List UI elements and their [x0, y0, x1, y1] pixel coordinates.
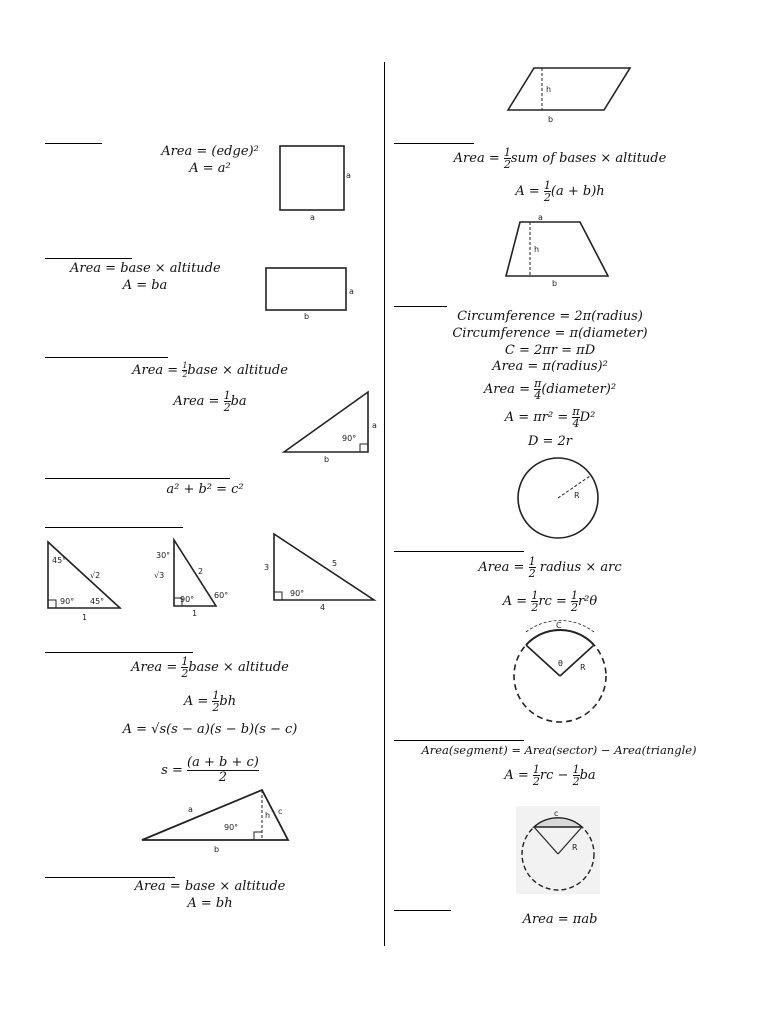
square-formula-2: A = a² [189, 161, 231, 176]
trap-f1-post: sum of bases × altitude [510, 151, 667, 166]
trap-f1-num: 1 [503, 146, 511, 159]
segment-label-c: c [554, 809, 559, 818]
trapezoid-figure [500, 208, 620, 288]
rectangle-figure [264, 266, 364, 321]
heading-rule-segment [394, 740, 524, 741]
sec-f2-frac2 [571, 590, 578, 613]
sec-f2-mid: rc = [538, 594, 571, 609]
sec-f1-num: 1 [528, 555, 536, 568]
tri-f1-den: 2 [181, 667, 189, 680]
seg-f2-den2: 2 [572, 775, 580, 788]
tri-f4-pre: s = [161, 763, 188, 778]
square-figure [276, 142, 356, 222]
t1-angle-right: 90° [60, 597, 75, 606]
ellipse-formula: Area = πab [522, 912, 598, 927]
heading-rule-special-triangles [45, 527, 183, 528]
sector-figure [506, 618, 616, 728]
heading-rule-sector [394, 551, 524, 552]
rt-label-angle: 90° [342, 434, 357, 443]
seg-f2-pre: A = [504, 768, 533, 783]
circ-f6-num: π [572, 405, 580, 418]
rt-f1-post: base × altitude [187, 363, 288, 378]
square-label-side: a [346, 171, 351, 180]
trap-f2-num: 1 [543, 179, 551, 192]
triangle-formula-2 [120, 690, 300, 713]
segment-figure [516, 806, 606, 896]
t3-side: 3 [264, 563, 270, 572]
circ-f5-num: π [534, 377, 542, 390]
circle-formula-1: Circumference = 2π(radius) [457, 309, 643, 324]
circle-formula-7: D = 2r [527, 434, 573, 449]
segment-label-r: R [572, 843, 578, 852]
heading-rule-triangle [45, 652, 193, 653]
tri-f2-den: 2 [212, 701, 220, 714]
sec-f2-den: 2 [531, 601, 539, 614]
trap-f1-den: 2 [503, 158, 511, 171]
circle-formula-3: C = 2πr = πD [504, 343, 596, 358]
rt-f2-frac [224, 390, 231, 413]
circle-formula-4: Area = π(radius)² [492, 359, 608, 374]
sec-f2-num: 1 [531, 589, 539, 602]
rt-f2-num: 1 [223, 389, 231, 402]
circle-label-r: R [574, 491, 580, 500]
sec-f2-num2: 1 [570, 589, 578, 602]
right-triangle-formula-1 [120, 362, 300, 379]
circ-f6-post: D² [579, 410, 596, 425]
rt-label-b: b [324, 455, 330, 464]
right-triangle-figure [282, 390, 392, 470]
seg-f2-num2: 1 [572, 763, 580, 776]
triangle-formula-heron: A = √s(s − a)(s − b)(s − c) [122, 722, 298, 737]
seg-f2-mid: rc − [539, 768, 573, 783]
t1-angle-bottom: 45° [90, 597, 105, 606]
rectangle-label-bottom: b [304, 312, 310, 321]
seg-f2-den: 2 [532, 775, 540, 788]
tri-label-b: b [214, 845, 220, 854]
para-label-h: h [546, 85, 552, 94]
tri-f4-den: 2 [218, 770, 228, 785]
triangle-formula-1 [120, 656, 300, 679]
rectangle-formula-2: A = ba [122, 278, 168, 293]
tri-label-h: h [265, 811, 271, 820]
circle-formula-5 [430, 378, 670, 401]
circ-f5-pre: Area = [483, 382, 535, 397]
trapezoid-formula-2 [420, 180, 700, 203]
tri-f2-pre: A = [183, 694, 213, 709]
heading-rule-circle [394, 306, 447, 307]
trap-f2-frac [544, 180, 551, 203]
heading-rule-parallelogram [45, 877, 175, 878]
heading-rule-rectangle [45, 258, 132, 259]
tri-label-c: c [278, 807, 283, 816]
square-formula-1: Area = (edge)² [161, 144, 259, 159]
parallelogram-formula-1: Area = base × altitude [134, 879, 286, 894]
tri-f1-num: 1 [181, 655, 189, 668]
parallelogram-figure [500, 66, 640, 126]
heading-rule-trapezoid [394, 143, 474, 144]
segment-formula-2 [460, 764, 640, 787]
tri-f2-post: bh [219, 694, 237, 709]
sec-f2-pre: A = [502, 594, 532, 609]
seg-f2-frac [533, 764, 540, 787]
tri-f1-pre: Area = [131, 660, 182, 675]
t2-hyp: 2 [198, 567, 204, 576]
sector-formula-1 [450, 556, 650, 579]
rt-f2-pre: Area = [173, 394, 224, 409]
trap-f2-den: 2 [543, 191, 551, 204]
column-divider [384, 62, 385, 946]
tri-f4-num: (a + b + c) [187, 755, 259, 770]
t3-hyp: 5 [332, 559, 338, 568]
heading-rule-square [45, 143, 102, 144]
heading-rule-pythagoras [45, 478, 230, 479]
circle-formula-6 [430, 406, 670, 429]
rt-label-a: a [372, 421, 377, 430]
seg-f2-frac2 [573, 764, 580, 787]
rt-f2-den: 2 [223, 401, 231, 414]
t2-angle-bottom: 60° [214, 591, 229, 600]
trap-f2-post: (a + b)h [550, 184, 605, 199]
rt-f1-den: 2 [182, 370, 188, 379]
t1-base: 1 [82, 613, 88, 622]
seg-f2-post: ba [579, 768, 596, 783]
segment-formula-1: Area(segment) = Area(sector) − Area(triangle) [421, 743, 697, 757]
rectangle-formula-1: Area = base × altitude [70, 261, 221, 276]
t2-side: √3 [154, 571, 165, 580]
trap-label-h: h [534, 245, 540, 254]
circ-f5-post: (diameter)² [541, 382, 617, 397]
rt-f2-post: ba [230, 394, 247, 409]
sector-formula-2 [450, 590, 650, 613]
t2-angle-right: 90° [180, 595, 195, 604]
t1-angle-top: 45° [52, 556, 67, 565]
pythagoras-formula: a² + b² = c² [166, 482, 244, 497]
trap-label-b: b [552, 279, 558, 288]
triangle-formula-s [120, 756, 300, 785]
rt-f1-pre: Area = [132, 363, 183, 378]
circ-f6-pre: A = πr² = [504, 410, 573, 425]
sector-label-r: R [580, 663, 586, 672]
circle-formula-2: Circumference = π(diameter) [452, 326, 648, 341]
parallelogram-formula-2: A = bh [187, 896, 233, 911]
special-triangle-30-60-90 [152, 536, 262, 626]
triangle-figure [138, 786, 298, 856]
rectangle-label-side: a [349, 287, 354, 296]
special-triangle-3-4-5 [260, 530, 380, 620]
seg-f2-num: 1 [532, 763, 540, 776]
sec-f1-frac [529, 556, 536, 579]
heading-rule-right-triangle [45, 357, 168, 358]
square-label-bottom: a [310, 213, 315, 222]
t1-hyp: √2 [90, 571, 101, 580]
sec-f1-post: radius × arc [535, 560, 622, 575]
t3-base: 4 [320, 603, 326, 612]
circ-f5-den: 4 [534, 389, 542, 402]
para-label-b: b [548, 115, 554, 124]
tri-f1-post: base × altitude [188, 660, 289, 675]
trapezoid-formula-1 [420, 147, 700, 170]
trap-f1-pre: Area = [453, 151, 504, 166]
tri-label-a: a [188, 805, 193, 814]
sec-f2-den2: 2 [570, 601, 578, 614]
rt-f1-num: 1 [182, 361, 188, 370]
tri-f4-frac [187, 756, 259, 785]
circ-f6-den: 4 [572, 417, 580, 430]
trap-f1-frac [504, 147, 511, 170]
circ-f6-frac [572, 406, 579, 429]
sec-f1-den: 2 [528, 567, 536, 580]
trap-label-a: a [538, 213, 543, 222]
t3-angle: 90° [290, 589, 305, 598]
sec-f1-pre: Area = [478, 560, 529, 575]
trap-f2-pre: A = [515, 184, 544, 199]
sector-label-theta: θ [558, 659, 563, 668]
sector-label-c: C [556, 621, 562, 630]
special-triangle-45-45-90 [44, 538, 134, 628]
tri-f2-num: 1 [212, 689, 220, 702]
circle-figure [514, 454, 604, 544]
heading-rule-ellipse [394, 910, 451, 911]
sec-f2-post: r²θ [577, 594, 598, 609]
right-triangle-formula-2 [120, 390, 300, 413]
t2-angle-top: 30° [156, 551, 171, 560]
t2-base: 1 [192, 609, 198, 618]
tri-label-angle: 90° [224, 823, 239, 832]
